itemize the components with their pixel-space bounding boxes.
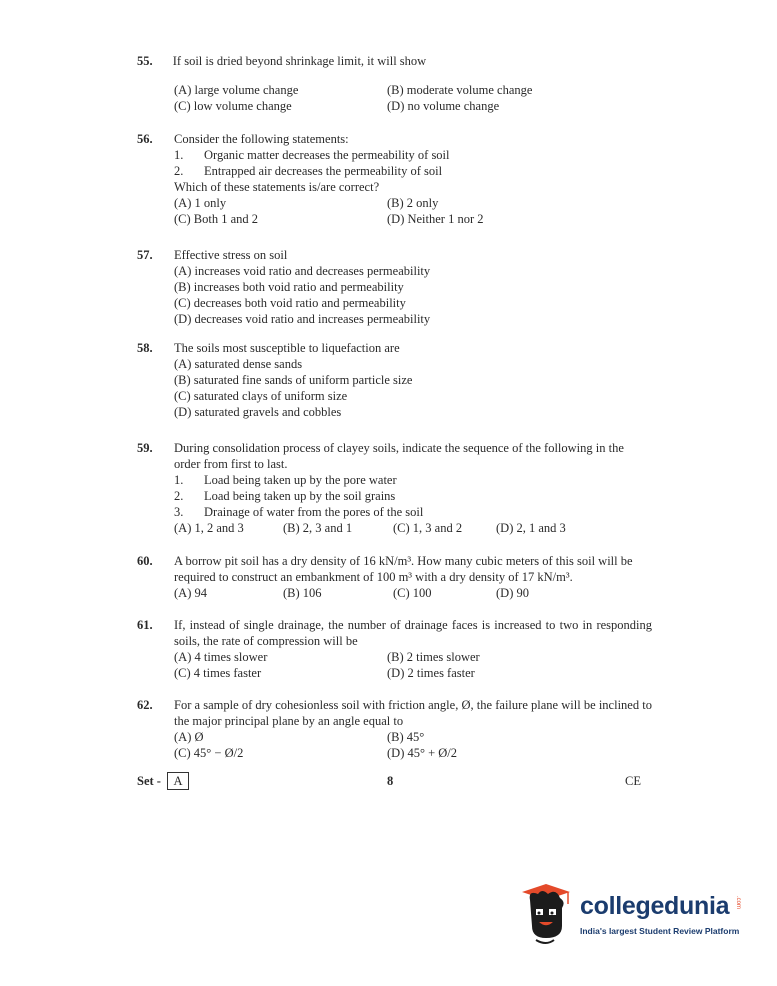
q55-option-a: (A) large volume change	[174, 83, 299, 97]
question-56	[137, 131, 652, 227]
q62-option-d: (D) 45° + Ø/2	[387, 746, 458, 760]
q59-option-d: (D) 2, 1 and 3	[496, 521, 566, 535]
q56-option-a: (A) 1 only	[174, 196, 227, 210]
q60-option-b: (B) 106	[283, 586, 322, 600]
q59-statement-1: Load being taken up by the pore water	[204, 473, 397, 487]
q57-option-d: (D) decreases void ratio and increases permeability	[174, 312, 431, 326]
q55-option-b: (B) moderate volume change	[387, 83, 533, 97]
q58-number: 58.	[137, 341, 153, 355]
q56-option-d: (D) Neither 1 nor 2	[387, 212, 484, 226]
q56-statement-1-number: 1.	[174, 148, 184, 162]
q60-stem: A borrow pit soil has a dry density of 16 kN/m³. How many cubic meters of this soil will be required to construct an embankment of 100 m³ with a dry density of 17 kN/m³.	[174, 554, 633, 584]
q60-number: 60.	[137, 554, 153, 568]
subject-code: CE	[625, 774, 641, 788]
question-61	[137, 617, 652, 681]
q55-option-c: (C) low volume change	[174, 99, 292, 113]
set-value-box: A	[167, 772, 189, 790]
q59-statement-1-number: 1.	[174, 473, 184, 487]
q55-stem: If soil is dried beyond shrinkage limit, it will show	[172, 54, 427, 68]
q57-option-a: (A) increases void ratio and decreases permeability	[174, 264, 431, 278]
q62-option-a: (A) Ø	[174, 730, 204, 744]
logo-tagline: India's largest Student Review Platform	[580, 926, 740, 936]
logo-brand: collegedunia	[580, 892, 730, 920]
set-label: Set -	[137, 774, 161, 788]
question-58	[137, 340, 652, 420]
q56-option-b: (B) 2 only	[387, 196, 439, 210]
q62-option-c: (C) 45° − Ø/2	[174, 746, 244, 760]
q62-option-b: (B) 45°	[387, 730, 425, 744]
q61-number: 61.	[137, 618, 153, 632]
q56-prompt: Which of these statements is/are correct?	[174, 180, 380, 194]
q59-statement-2: Load being taken up by the soil grains	[204, 489, 396, 503]
q56-option-c: (C) Both 1 and 2	[174, 212, 259, 226]
question-59	[137, 440, 652, 536]
q59-number: 59.	[137, 441, 153, 455]
q56-statement-2-number: 2.	[174, 164, 184, 178]
logo-domain-suffix: .com	[735, 896, 741, 910]
q60-option-a: (A) 94	[174, 586, 207, 600]
question-55-cutoff: 55. If soil is dried beyond shrinkage limit, it will show	[137, 54, 427, 68]
q56-number: 56.	[137, 132, 153, 146]
q59-stem: During consolidation process of clayey soils, indicate the sequence of the following in the order from first to last.	[174, 441, 624, 471]
q59-option-b: (B) 2, 3 and 1	[283, 521, 353, 535]
mascot-icon	[516, 878, 578, 948]
q59-option-a: (A) 1, 2 and 3	[174, 521, 244, 535]
q58-option-d: (D) saturated gravels and cobbles	[174, 405, 342, 419]
q59-option-c: (C) 1, 3 and 2	[393, 521, 463, 535]
q59-statement-3: Drainage of water from the pores of the soil	[204, 505, 424, 519]
q57-option-c: (C) decreases both void ratio and permeability	[174, 296, 406, 310]
q62-stem: For a sample of dry cohesionless soil with friction angle, Ø, the failure plane will be inclined to the major principal plane by an angle equal to	[174, 698, 652, 728]
q56-stem: Consider the following statements:	[174, 132, 349, 146]
q55-option-d: (D) no volume change	[387, 99, 500, 113]
q58-option-b: (B) saturated fine sands of uniform particle size	[174, 373, 413, 387]
q61-stem: If, instead of single drainage, the number of drainage faces is increased to two in responding soils, the rate of compression will be	[174, 618, 652, 648]
q60-option-c: (C) 100	[393, 586, 432, 600]
question-62	[137, 697, 652, 761]
q62-number: 62.	[137, 698, 153, 712]
q61-option-b: (B) 2 times slower	[387, 650, 480, 664]
q56-statement-1: Organic matter decreases the permeability of soil	[204, 148, 450, 162]
q56-statement-2: Entrapped air decreases the permeability of soil	[204, 164, 443, 178]
page-number: 8	[387, 774, 394, 788]
q58-option-c: (C) saturated clays of uniform size	[174, 389, 348, 403]
question-55-options	[137, 82, 652, 114]
q57-number: 57.	[137, 248, 153, 262]
q59-statement-3-number: 3.	[174, 505, 184, 519]
q57-stem: Effective stress on soil	[174, 248, 288, 262]
collegedunia-logo	[516, 878, 746, 948]
q60-option-d: (D) 90	[496, 586, 529, 600]
q61-option-c: (C) 4 times faster	[174, 666, 262, 680]
question-60	[137, 553, 652, 601]
q58-stem: The soils most susceptible to liquefaction are	[174, 341, 400, 355]
q58-option-a: (A) saturated dense sands	[174, 357, 303, 371]
page-footer	[137, 772, 652, 792]
question-57	[137, 247, 652, 327]
q61-option-a: (A) 4 times slower	[174, 650, 268, 664]
q61-option-d: (D) 2 times faster	[387, 666, 475, 680]
q57-option-b: (B) increases both void ratio and permeability	[174, 280, 404, 294]
q59-statement-2-number: 2.	[174, 489, 184, 503]
